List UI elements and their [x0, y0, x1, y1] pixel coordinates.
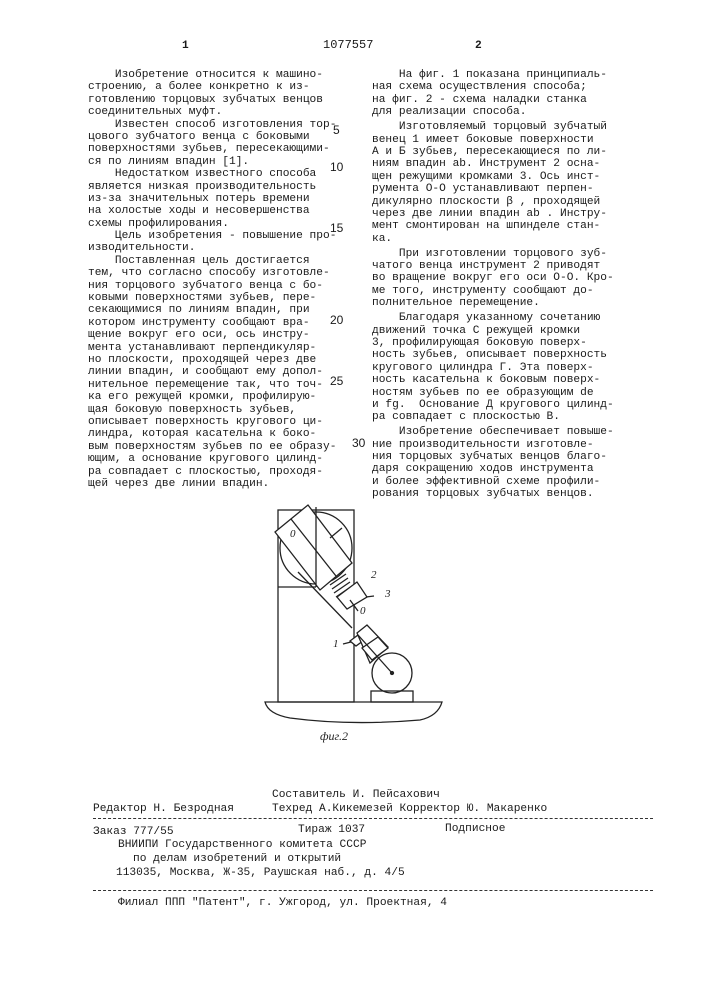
text-line: соединительных муфт.	[88, 106, 388, 118]
text-line: секающимися по линиям впадин, при	[88, 304, 388, 316]
text-line: ющим, а основание кругового цилинд-	[88, 453, 388, 465]
axis-label-top: 0	[290, 528, 296, 540]
left-column-number: 1	[182, 40, 189, 52]
text-line: Поставленная цель достигается	[88, 255, 388, 267]
text-line: Недостатком известного способа	[88, 168, 388, 180]
text-line: ние производительности изготовле-	[372, 439, 672, 451]
text-line: мента устанавливают перпендикуляр-	[88, 342, 388, 354]
text-line: мент смонтирован на шпинделе стан-	[372, 220, 672, 232]
text-line: румента О-О устанавливают перпен-	[372, 183, 672, 195]
text-line: ность касательна к боковым поверх-	[372, 374, 672, 386]
line-number: 5	[333, 123, 340, 137]
branch: Филиал ППП "Патент", г. Ужгород, ул. Проектная, 4	[118, 897, 447, 909]
text-line: и более эффективной схеме профили-	[372, 476, 672, 488]
gear-ring-label: 1	[333, 638, 339, 650]
subscription: Подписное	[445, 823, 505, 835]
techred-corrector: Техред А.Кикемезей Корректор Ю. Макаренко	[272, 803, 547, 815]
text-line: на фиг. 2 - схема наладки станка	[372, 94, 672, 106]
text-line: ния торцовых зубчатых венцов благо-	[372, 451, 672, 463]
text-line: изводительности.	[88, 242, 388, 254]
text-line: для реализации способа.	[372, 106, 672, 118]
text-line: Изобретение относится к машино-	[88, 69, 388, 81]
organization-line-2: по делам изобретений и открытий	[133, 853, 341, 865]
text-line: щен режущими кромками 3. Ось инст-	[372, 171, 672, 183]
text-line: При изготовлении торцового зуб-	[372, 248, 672, 260]
text-line: строению, а более конкретно к из-	[88, 81, 388, 93]
text-line: ностям зубьев по ее образующим de	[372, 387, 672, 399]
circulation: Тираж 1037	[298, 824, 365, 836]
text-line: цового зубчатого венца с боковыми	[88, 131, 388, 143]
text-line: движений точка С режущей кромки	[372, 325, 672, 337]
text-line: Благодаря указанному сочетанию	[372, 312, 672, 324]
cutting-edge-label: 3	[384, 588, 391, 600]
text-line: ка его режущей кромки, профилирую-	[88, 391, 388, 403]
text-line: щей через две линии впадин.	[88, 478, 388, 490]
text-line: является низкая производительность	[88, 181, 388, 193]
text-line: ность зубьев, описывает поверхность	[372, 349, 672, 361]
text-line: ка.	[372, 233, 672, 245]
tool-label: 2	[371, 569, 377, 581]
line-number: 25	[330, 374, 343, 388]
text-line: ная схема осуществления способа;	[372, 81, 672, 93]
divider	[93, 818, 653, 819]
editor: Редактор Н. Безродная	[93, 803, 234, 815]
text-line: рования торцовых зубчатых венцов.	[372, 488, 672, 500]
text-line: поверхностями зубьев, пересекающими-	[88, 143, 388, 155]
text-line: Изобретение обеспечивает повыше-	[372, 426, 672, 438]
text-line: венец 1 имеет боковые поверхности	[372, 134, 672, 146]
text-line: щение вокруг его оси, ось инстру-	[88, 329, 388, 341]
line-number: 30	[352, 436, 365, 450]
text-line: ковыми поверхностями зубьев, пере-	[88, 292, 388, 304]
line-number: 10	[330, 160, 343, 174]
text-line: ме того, инструменту сообщают до-	[372, 285, 672, 297]
text-line: линдра, которая касательна к боко-	[88, 428, 388, 440]
figure-caption: фиг.2	[320, 729, 348, 743]
text-line: во вращение вокруг его оси О-О. Кро-	[372, 272, 672, 284]
text-line: ра совпадает с плоскостью В.	[372, 411, 672, 423]
text-line: ра совпадает с плоскостью, проходя-	[88, 466, 388, 478]
text-line: тем, что согласно способу изготовле-	[88, 267, 388, 279]
text-line: дикулярно плоскости β , проходящей	[372, 196, 672, 208]
text-line: готовлению торцовых зубчатых венцов	[88, 94, 388, 106]
text-line: через две линии впадин аb . Инстру-	[372, 208, 672, 220]
text-line: полнительное перемещение.	[372, 297, 672, 309]
text-line: вым поверхностям зубьев по ее образу-	[88, 441, 388, 453]
text-line: Цель изобретения - повышение про-	[88, 230, 388, 242]
text-line: 3, профилирующая боковую поверх-	[372, 337, 672, 349]
text-line: На фиг. 1 показана принципиаль-	[372, 69, 672, 81]
order-number: Заказ 777/55	[93, 826, 174, 838]
compiler: Составитель И. Пейсахович	[272, 789, 440, 801]
organization-line-1: ВНИИПИ Государственного комитета СССР	[118, 839, 366, 851]
line-number: 20	[330, 313, 343, 327]
text-line: А и Б зубьев, пересекающиеся по ли-	[372, 146, 672, 158]
text-line: Изготовляемый торцовый зубчатый	[372, 121, 672, 133]
text-line: ниям впадин аb. Инструмент 2 осна-	[372, 158, 672, 170]
divider	[93, 890, 653, 891]
line-number: 15	[330, 221, 343, 235]
text-line: кругового цилиндра Г. Эта поверх-	[372, 362, 672, 374]
right-column-number: 2	[475, 40, 482, 52]
patent-number: 1077557	[323, 38, 373, 52]
text-line: ния торцового зубчатого венца с бо-	[88, 280, 388, 292]
text-line: но плоскости, проходящей через две	[88, 354, 388, 366]
address: 113035, Москва, Ж-35, Раушская наб., д. 4/5	[116, 867, 405, 879]
text-line: щая боковую поверхность зубьев,	[88, 404, 388, 416]
text-line: и fg. Основание Д кругового цилинд-	[372, 399, 672, 411]
text-line: нительное перемещение так, что точ-	[88, 379, 388, 391]
machine-base	[265, 702, 442, 723]
axis-label-bottom: 0	[360, 605, 366, 617]
text-line: схемы профилирования.	[88, 218, 388, 230]
text-line: из-за значительных потерь времени	[88, 193, 388, 205]
text-line: чатого венца инструмент 2 приводят	[372, 260, 672, 272]
text-line: котором инструменту сообщают вра-	[88, 317, 388, 329]
text-line: Известен способ изготовления тор-	[88, 119, 388, 131]
text-line: линии впадин, и сообщают ему допол-	[88, 366, 388, 378]
text-line: на холостые ходы и несовершенства	[88, 205, 388, 217]
text-line: даря сокращению ходов инструмента	[372, 463, 672, 475]
text-line: описывает поверхность кругового ци-	[88, 416, 388, 428]
text-line: ся по линиям впадин [1].	[88, 156, 388, 168]
